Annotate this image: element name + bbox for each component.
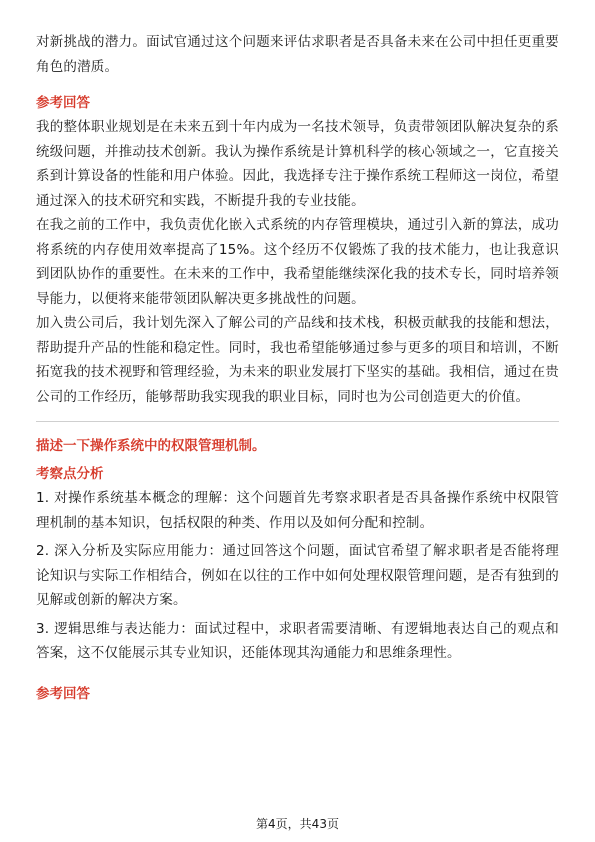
analysis-point: 1. 对操作系统基本概念的理解：这个问题首先考察求职者是否具备操作系统中权限管理机制的基本知识，包括权限的种类、作用以及如何分配和控制。 (36, 490, 559, 531)
reference-answer-heading-2: 参考回答 (36, 685, 90, 702)
answer-paragraph: 在我之前的工作中，我负责优化嵌入式系统的内存管理模块，通过引入新的算法，成功将系统的内存使用效率提高了15%。这个经历不仅锻炼了我的技术能力，也让我意识到团队协作的重要性。在未来的工作中，我希望能继续深化我的技术专长，同时培养领导能力，以便将来能带领团队解决更多挑战性的问题。 (36, 217, 559, 307)
document-body (36, 30, 559, 706)
analysis-heading: 考察点分析 (36, 466, 104, 482)
page-number: 第4页，共43页 (256, 817, 339, 831)
analysis-point: 3. 逻辑思维与表达能力：面试过程中，求职者需要清晰、有逻辑地表达自己的观点和答案，这不仅能展示其专业知识，还能体现其沟通能力和思维条理性。 (36, 620, 559, 661)
answer-paragraph: 我的整体职业规划是在未来五到十年内成为一名技术领导，负责带领团队解决复杂的系统级问题，并推动技术创新。我认为操作系统是计算机科学的核心领域之一，它直接关系到计算设备的性能和用户体验。因此，我选择专注于操作系统工程师这一岗位，希望通过深入的技术研究和实践，不断提升我的专业技能。 (36, 119, 559, 209)
question-title: 描述一下操作系统中的权限管理机制。 (36, 438, 266, 454)
answer-paragraph: 加入贵公司后，我计划先深入了解公司的产品线和技术栈，积极贡献我的技能和想法，帮助提升产品的性能和稳定性。同时，我也希望能够通过参与更多的项目和培训，不断拓宽我的技术视野和管理经验，为未来的职业发展打下坚实的基础。我相信，通过在贵公司的工作经历，能够帮助我实现我的职业目标，同时也为公司创造更大的价值。 (36, 315, 559, 405)
analysis-point: 2. 深入分析及实际应用能力：通过回答这个问题，面试官希望了解求职者是否能将理论知识与实际工作相结合，例如在以往的工作中如何处理权限管理问题，是否有独到的见解或创新的解决方案。 (36, 543, 559, 608)
reference-answer-heading: 参考回答 (36, 95, 90, 111)
intro-paragraph: 对新挑战的潜力。面试官通过这个问题来评估求职者是否具备未来在公司中担任更重要角色的潜质。 (36, 34, 559, 75)
